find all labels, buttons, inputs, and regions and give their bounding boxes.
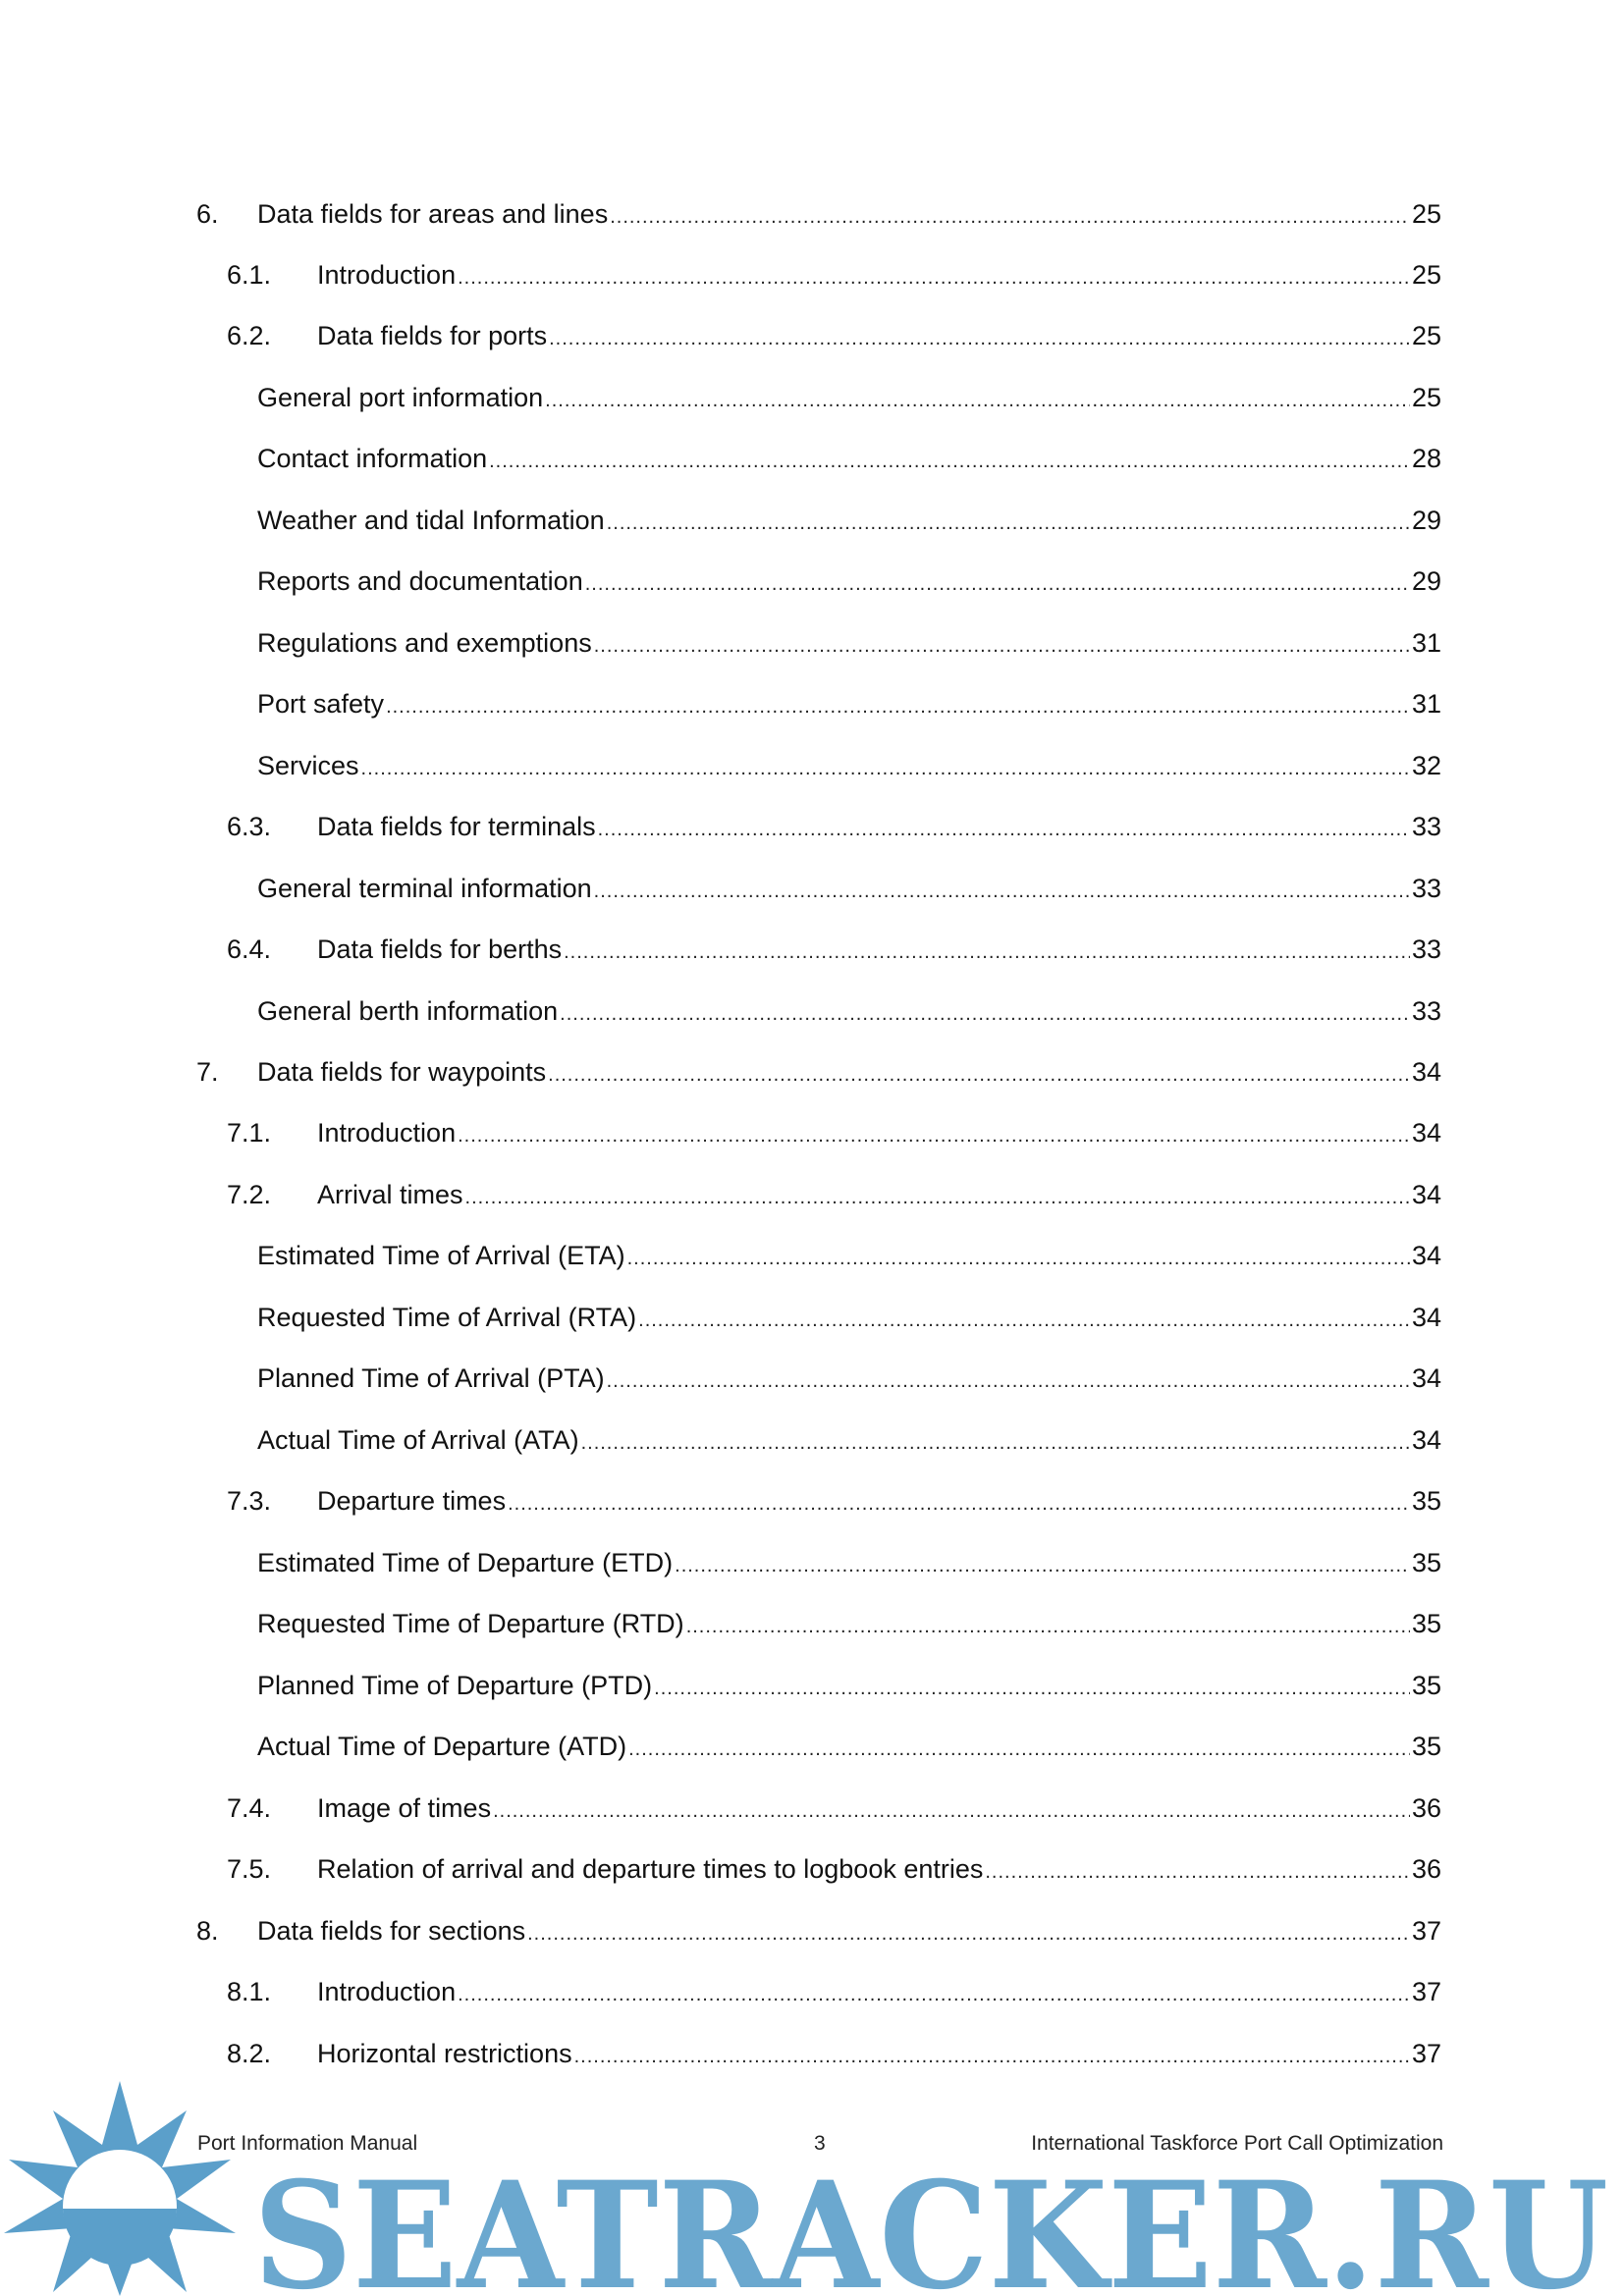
- toc-title: Estimated Time of Arrival (ETA): [257, 1241, 625, 1270]
- toc-title: Data fields for berths: [317, 934, 563, 964]
- toc-title: Introduction: [317, 1118, 457, 1148]
- toc-entry[interactable]: [196, 1175, 1441, 1214]
- toc-leader: [458, 1975, 1410, 2014]
- toc-leader: [628, 1730, 1410, 1769]
- toc-title: Data fields for sections: [257, 1916, 526, 1946]
- toc-entry[interactable]: [196, 194, 1441, 234]
- toc-page: 34: [1411, 1425, 1441, 1455]
- toc-leader: [598, 810, 1410, 849]
- toc-leader: [585, 564, 1410, 604]
- toc-page: 36: [1411, 1854, 1441, 1884]
- toc-number: 7.2.: [227, 1180, 272, 1209]
- toc-page: 31: [1411, 689, 1441, 719]
- toc-entry[interactable]: [196, 807, 1441, 846]
- toc-title: Introduction: [317, 1977, 457, 2006]
- toc-title: Image of times: [317, 1793, 492, 1823]
- toc-leader: [627, 1239, 1410, 1278]
- footer-document-title: Port Information Manual: [197, 2132, 418, 2155]
- toc-entry[interactable]: [196, 930, 1441, 969]
- toc-entry[interactable]: [196, 1298, 1441, 1337]
- toc-leader: [607, 504, 1410, 543]
- toc-entry[interactable]: [196, 378, 1441, 417]
- toc-leader: [686, 1607, 1410, 1646]
- toc-page: 33: [1411, 874, 1441, 903]
- toc-leader: [489, 442, 1410, 481]
- toc-title: Data fields for areas and lines: [257, 199, 609, 229]
- toc-leader: [581, 1423, 1410, 1463]
- toc-page: 36: [1411, 1793, 1441, 1823]
- toc-entry[interactable]: [196, 1359, 1441, 1398]
- toc-page: 25: [1411, 260, 1441, 290]
- toc-number: 8.2.: [227, 2039, 272, 2068]
- toc-number: 6.1.: [227, 260, 272, 290]
- watermark-text: SEATRACKER.RU: [253, 2150, 1608, 2296]
- toc-page: 34: [1411, 1057, 1441, 1087]
- toc-page: 35: [1411, 1548, 1441, 1577]
- toc-leader: [594, 626, 1410, 666]
- toc-title: Data fields for waypoints: [257, 1057, 547, 1087]
- toc-title: Departure times: [317, 1486, 507, 1516]
- toc-entry[interactable]: [196, 1236, 1441, 1275]
- toc-title: Actual Time of Arrival (ATA): [257, 1425, 579, 1455]
- toc-number: 6.2.: [227, 321, 272, 350]
- toc-number: 8.1.: [227, 1977, 272, 2006]
- toc-entry[interactable]: [196, 501, 1441, 540]
- toc-leader: [549, 319, 1410, 358]
- toc-leader: [560, 994, 1410, 1034]
- toc-page: 35: [1411, 1732, 1441, 1761]
- toc-entry[interactable]: [196, 684, 1441, 723]
- toc-page: 35: [1411, 1609, 1441, 1638]
- toc-title: Data fields for ports: [317, 321, 548, 350]
- toc-page: 35: [1411, 1671, 1441, 1700]
- toc-leader: [638, 1301, 1410, 1340]
- toc-title: Arrival times: [317, 1180, 463, 1209]
- toc-page: 25: [1411, 321, 1441, 350]
- toc-title: Weather and tidal Information: [257, 506, 605, 535]
- toc-title: Services: [257, 751, 359, 780]
- toc-page: 33: [1411, 996, 1441, 1026]
- toc-entry[interactable]: [196, 1113, 1441, 1152]
- toc-page: 33: [1411, 934, 1441, 964]
- toc-entry[interactable]: [196, 991, 1441, 1031]
- toc-entry[interactable]: [196, 746, 1441, 785]
- toc-entry[interactable]: [196, 1604, 1441, 1643]
- toc-number: 6.3.: [227, 812, 272, 841]
- toc-title: Planned Time of Departure (PTD): [257, 1671, 653, 1700]
- toc-number: 7.1.: [227, 1118, 272, 1148]
- toc-page: 33: [1411, 812, 1441, 841]
- toc-number: 7.4.: [227, 1793, 272, 1823]
- toc-leader: [985, 1852, 1410, 1892]
- toc-leader: [564, 933, 1410, 972]
- toc-title: Port safety: [257, 689, 385, 719]
- toc-page: 31: [1411, 628, 1441, 658]
- toc-entry[interactable]: [196, 1849, 1441, 1889]
- toc-leader: [594, 872, 1410, 911]
- toc-page: 34: [1411, 1303, 1441, 1332]
- toc-entry[interactable]: [196, 1052, 1441, 1092]
- toc-entry[interactable]: [196, 1972, 1441, 2011]
- toc-title: Requested Time of Arrival (RTA): [257, 1303, 637, 1332]
- toc-page: 34: [1411, 1180, 1441, 1209]
- toc-leader: [610, 197, 1410, 237]
- toc-entry[interactable]: [196, 255, 1441, 294]
- footer-page-number: 3: [814, 2132, 826, 2155]
- toc-number: 7.5.: [227, 1854, 272, 1884]
- toc-title: Relation of arrival and departure times to logbook entries: [317, 1854, 984, 1884]
- toc-title: Contact information: [257, 444, 488, 473]
- toc-page: 37: [1411, 2039, 1441, 2068]
- seatracker-watermark: [0, 2061, 1624, 2296]
- toc-page: 37: [1411, 1977, 1441, 2006]
- toc-title: Reports and documentation: [257, 566, 583, 596]
- toc-title: Estimated Time of Departure (ETD): [257, 1548, 674, 1577]
- toc-page: 34: [1411, 1118, 1441, 1148]
- toc-leader: [458, 258, 1410, 297]
- toc-entry[interactable]: [196, 623, 1441, 663]
- toc-leader: [361, 749, 1410, 788]
- toc-title: Introduction: [317, 260, 457, 290]
- toc-page: 29: [1411, 566, 1441, 596]
- footer-organization: International Taskforce Port Call Optimization: [1031, 2132, 1443, 2155]
- toc-leader: [458, 1116, 1410, 1155]
- toc-title: Horizontal restrictions: [317, 2039, 572, 2068]
- toc-title: Planned Time of Arrival (PTA): [257, 1363, 605, 1393]
- toc-page: 34: [1411, 1241, 1441, 1270]
- toc-page: 35: [1411, 1486, 1441, 1516]
- toc-page: 34: [1411, 1363, 1441, 1393]
- toc-page: 28: [1411, 444, 1441, 473]
- toc-title: Actual Time of Departure (ATD): [257, 1732, 627, 1761]
- toc-number: 6.4.: [227, 934, 272, 964]
- toc-title: General port information: [257, 383, 544, 412]
- toc-leader: [493, 1791, 1410, 1831]
- toc-number: 7.: [196, 1057, 219, 1087]
- sun-logo-icon: [4, 2081, 236, 2296]
- toc-title: Data fields for terminals: [317, 812, 596, 841]
- toc-entry[interactable]: [196, 1666, 1441, 1705]
- toc-number: 8.: [196, 1916, 219, 1946]
- toc-entry[interactable]: [196, 1420, 1441, 1460]
- toc-leader: [508, 1484, 1410, 1523]
- toc-entry[interactable]: [196, 1789, 1441, 1828]
- toc-page: 29: [1411, 506, 1441, 535]
- toc-page: 37: [1411, 1916, 1441, 1946]
- toc-entry[interactable]: [196, 439, 1441, 478]
- toc-title: General terminal information: [257, 874, 592, 903]
- toc-leader: [527, 1914, 1410, 1953]
- toc-leader: [545, 381, 1410, 420]
- toc-entry[interactable]: [196, 1727, 1441, 1766]
- toc-leader: [675, 1546, 1410, 1585]
- toc-number: 6.: [196, 199, 219, 229]
- toc-title: Regulations and exemptions: [257, 628, 592, 658]
- toc-leader: [607, 1362, 1410, 1401]
- toc-entry[interactable]: [196, 316, 1441, 355]
- toc-leader: [386, 687, 1410, 726]
- toc-page: 25: [1411, 383, 1441, 412]
- toc-entry[interactable]: [196, 1543, 1441, 1582]
- toc-page: 25: [1411, 199, 1441, 229]
- toc-page: 32: [1411, 751, 1441, 780]
- toc-entry[interactable]: [196, 1911, 1441, 1950]
- toc-entry[interactable]: [196, 561, 1441, 601]
- toc-leader: [654, 1669, 1410, 1708]
- toc-leader: [548, 1055, 1410, 1095]
- toc-number: 7.3.: [227, 1486, 272, 1516]
- toc-entry[interactable]: [196, 869, 1441, 908]
- toc-title: General berth information: [257, 996, 559, 1026]
- toc-leader: [465, 1178, 1410, 1217]
- toc-title: Requested Time of Departure (RTD): [257, 1609, 684, 1638]
- toc-entry[interactable]: [196, 1481, 1441, 1521]
